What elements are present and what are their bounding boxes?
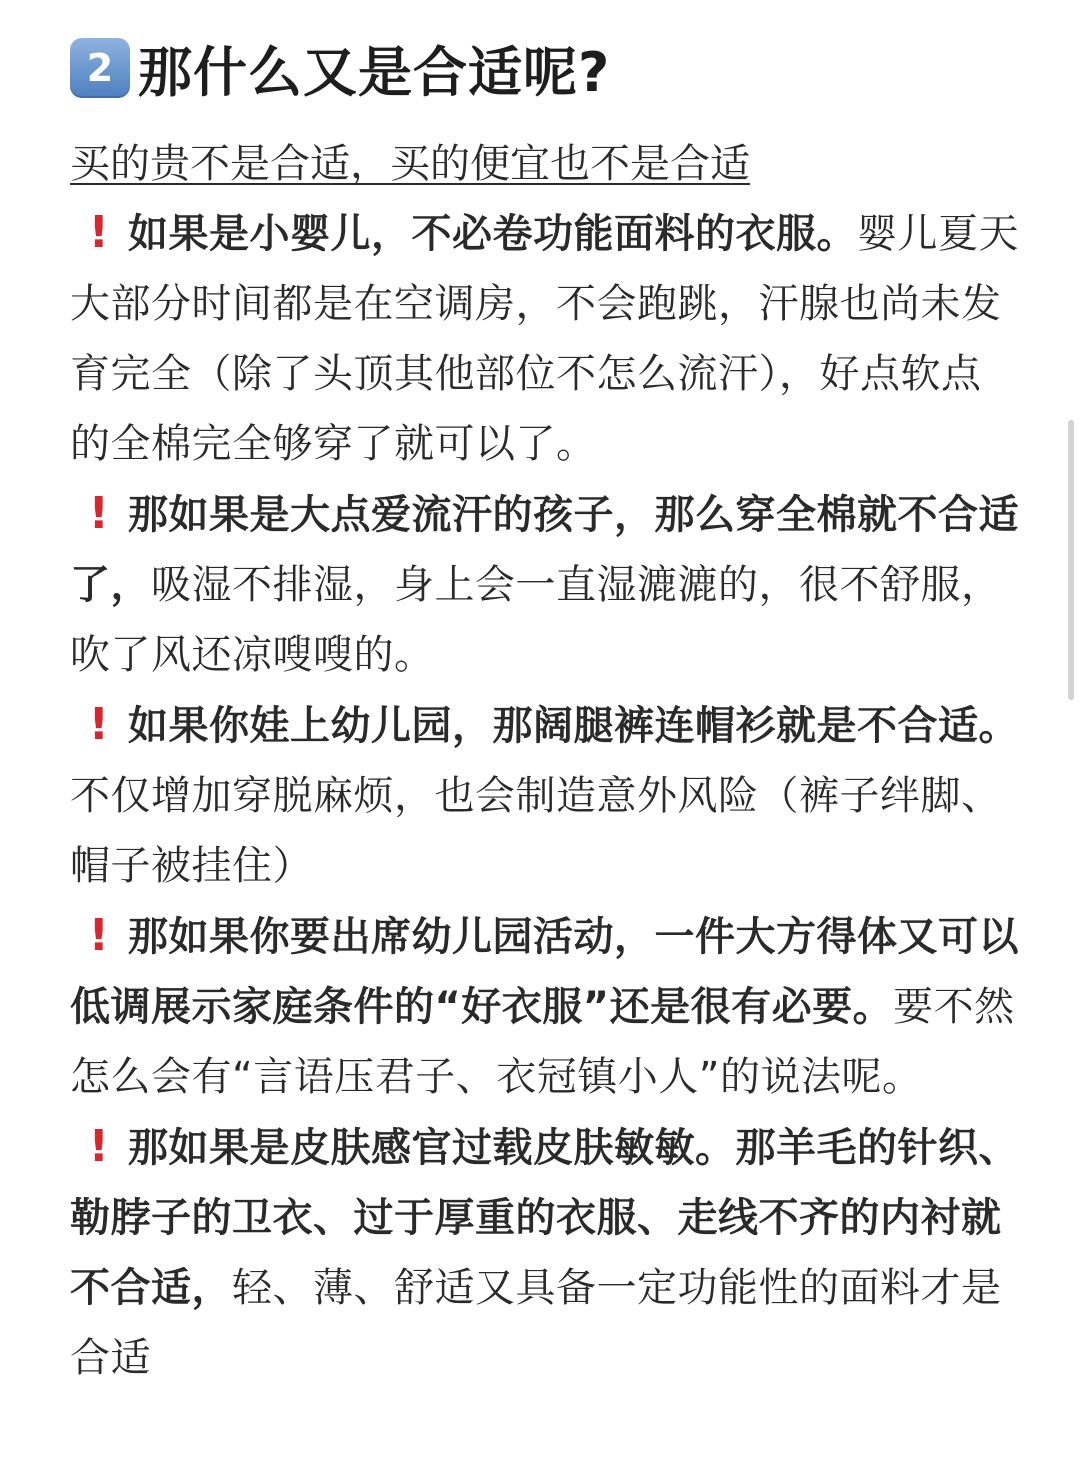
paragraph-text: 要不然怎么会有“言语压君子、衣冠镇小人”的说法呢。 [70,984,1015,1100]
paragraph-bold-text: 那如果你要出席幼儿园活动，一件大方得体又可以低调展示家庭条件的“好衣服”还是很有必要。 [70,914,1019,1030]
paragraph-kindergarten [70,690,1020,901]
exclamation-icon: ! [88,207,110,258]
number-badge-icon: 2 [70,38,130,98]
paragraph-bold-text: 如果是小婴儿，不必卷功能面料的衣服。 [128,211,857,257]
paragraph-text: 轻、薄、舒适又具备一定功能性的面料才是合适 [70,1265,1002,1381]
paragraph-text: 吸湿不排湿，身上会一直湿漉漉的，很不舒服，吹了风还凉嗖嗖的。 [70,562,1002,678]
paragraph-school-event [70,901,1020,1112]
exclamation-icon: ! [88,910,110,961]
scrollbar[interactable] [1068,420,1074,700]
exclamation-icon: ! [88,1121,110,1172]
paragraph-baby [70,198,1020,479]
paragraph-bold-text: 如果你娃上幼儿园，那阔腿裤连帽衫就是不合适。 [128,703,1019,749]
paragraph-sweaty-kid [70,479,1020,690]
section-heading [70,30,1020,106]
exclamation-icon: ! [88,488,110,539]
article [70,30,1020,1393]
underlined-subtitle: 买的贵不是合适，买的便宜也不是合适 [70,141,750,187]
paragraph-bold-text: 那如果是皮肤感官过载皮肤敏敏。那羊毛的针织、勒脖子的卫衣、过于厚重的衣服、走线不齐的内衬就不合适， [70,1125,1019,1311]
paragraph-bold-text: 那如果是大点爱流汗的孩子，那么穿全棉就不合适了， [70,492,1019,608]
paragraph-text: 婴儿夏天大部分时间都是在空调房，不会跑跳，汗腺也尚未发育完全（除了头顶其他部位不怎么流汗），好点软点的全棉完全够穿了就可以了。 [70,211,1019,467]
paragraph-text: 不仅增加穿脱麻烦，也会制造意外风险（裤子绊脚、帽子被挂住） [70,773,1002,889]
exclamation-icon: ! [88,699,110,750]
section-title: 那什么又是合适呢? [138,40,611,104]
paragraph-sensitive-skin [70,1112,1020,1393]
